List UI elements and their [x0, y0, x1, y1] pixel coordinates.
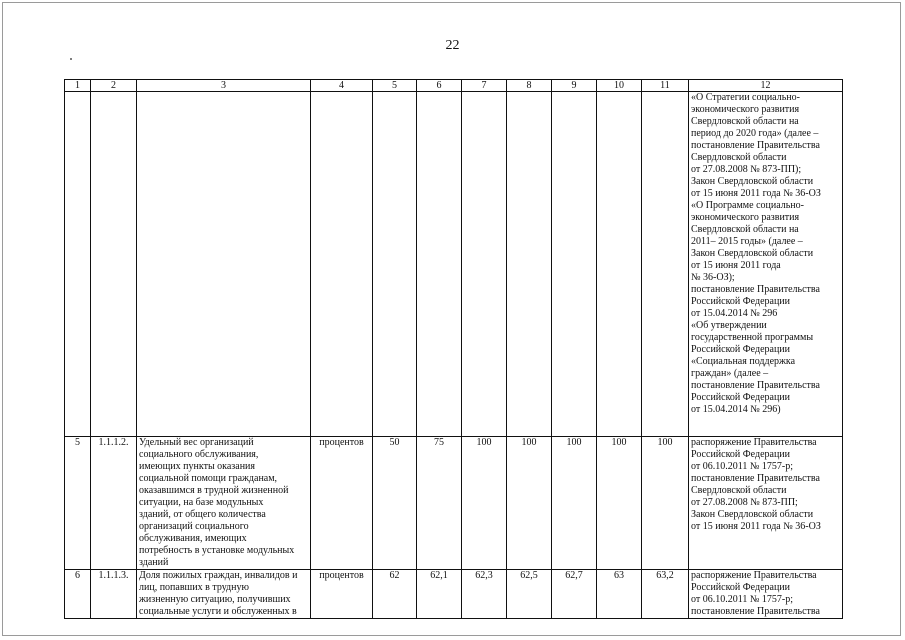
value-cell — [597, 92, 642, 437]
table-row — [65, 92, 843, 437]
value-cell: 100 — [597, 437, 642, 570]
header-cell: 1 — [65, 80, 91, 92]
value-cell: 100 — [552, 437, 597, 570]
basis-cell-line: Закон Свердловской области — [691, 248, 814, 259]
indicator-cell-line: имеющих пункты оказания — [139, 461, 255, 472]
unit-cell — [311, 92, 373, 437]
basis-cell-line: постановление Правительства — [691, 140, 820, 151]
basis-cell-line: от 15.04.2014 № 296) — [691, 404, 781, 415]
indicator-cell-line: ситуации, на базе модульных — [139, 497, 264, 508]
row-number-cell: 5 — [65, 437, 91, 570]
value-cell: 62,1 — [417, 570, 462, 619]
value-cell: 100 — [462, 437, 507, 570]
basis-cell-line: Российской Федерации — [691, 392, 791, 403]
value-cell — [507, 92, 552, 437]
indicator-cell-line: зданий — [139, 557, 169, 568]
row-code-cell — [91, 92, 137, 437]
value-cell — [642, 92, 689, 437]
basis-cell-line: «О Программе социально- — [691, 200, 804, 211]
scan-speck — [70, 58, 72, 60]
basis-cell-line: постановление Правительства — [691, 284, 820, 295]
basis-cell-line: Закон Свердловской области — [691, 176, 814, 187]
basis-cell-line: от 06.10.2011 № 1757-р; — [691, 594, 794, 605]
basis-cell-line: экономического развития — [691, 212, 800, 223]
header-cell: 11 — [642, 80, 689, 92]
basis-cell-line: период до 2020 года» (далее – — [691, 128, 819, 139]
indicator-cell-line: организаций социального — [139, 521, 249, 532]
indicator-cell-line: жизненную ситуацию, получивших — [139, 594, 291, 605]
header-row — [65, 80, 843, 92]
basis-cell-line: «Об утверждении — [691, 320, 767, 331]
value-cell — [373, 92, 417, 437]
basis-cell — [689, 570, 843, 619]
basis-cell-line: 2011– 2015 годы» (далее – — [691, 236, 803, 247]
header-cell: 6 — [417, 80, 462, 92]
header-cell: 12 — [689, 80, 843, 92]
indicator-cell-line: социальные услуги и обслуженных в — [139, 606, 297, 617]
indicator-cell-line: оказавшимся в трудной жизненной — [139, 485, 289, 496]
indicator-cell — [137, 437, 311, 570]
basis-cell-line: «О Стратегии социально- — [691, 92, 800, 103]
header-cell: 2 — [91, 80, 137, 92]
basis-cell-line: от 15 июня 2011 года № 36-ОЗ — [691, 188, 821, 199]
basis-cell-line: от 27.08.2008 № 873-ПП; — [691, 497, 798, 508]
basis-cell-line: Свердловской области на — [691, 116, 799, 127]
basis-cell-line: граждан» (далее – — [691, 368, 769, 379]
basis-cell-line: Российской Федерации — [691, 296, 791, 307]
basis-cell-line: от 27.08.2008 № 873-ПП); — [691, 164, 802, 175]
value-cell: 62,5 — [507, 570, 552, 619]
basis-cell-line: экономического развития — [691, 104, 800, 115]
value-cell — [552, 92, 597, 437]
row-code-cell: 1.1.1.3. — [91, 570, 137, 619]
unit-cell: процентов — [311, 437, 373, 570]
basis-cell-line: Российской Федерации — [691, 449, 791, 460]
basis-cell — [689, 92, 843, 437]
unit-cell: процентов — [311, 570, 373, 619]
value-cell — [462, 92, 507, 437]
header-cell: 8 — [507, 80, 552, 92]
indicators-table — [64, 79, 843, 619]
header-cell: 10 — [597, 80, 642, 92]
basis-cell-line: распоряжение Правительства — [691, 437, 817, 448]
header-cell: 9 — [552, 80, 597, 92]
basis-cell-line: «Социальная поддержка — [691, 356, 796, 367]
indicator-cell-line: обслуживания, имеющих — [139, 533, 247, 544]
value-cell: 62,7 — [552, 570, 597, 619]
value-cell: 62 — [373, 570, 417, 619]
basis-cell-line: государственной программы — [691, 332, 814, 343]
row-code-cell: 1.1.1.2. — [91, 437, 137, 570]
header-cell: 5 — [373, 80, 417, 92]
indicator-cell-line: Доля пожилых граждан, инвалидов и — [139, 570, 298, 581]
table-row — [65, 570, 843, 619]
indicator-cell-line: потребность в установке модульных — [139, 545, 295, 556]
value-cell: 100 — [642, 437, 689, 570]
table-row — [65, 437, 843, 570]
basis-cell-line: от 15 июня 2011 года — [691, 260, 781, 271]
basis-cell-line: Российской Федерации — [691, 344, 791, 355]
basis-cell-line: постановление Правительства — [691, 606, 820, 617]
basis-cell-line: постановление Правительства — [691, 473, 820, 484]
header-cell: 3 — [137, 80, 311, 92]
basis-cell-line: Российской Федерации — [691, 582, 791, 593]
basis-cell-line: Свердловской области — [691, 485, 787, 496]
basis-cell-line: № 36-ОЗ); — [691, 272, 735, 283]
basis-cell-line: постановление Правительства — [691, 380, 820, 391]
indicator-cell-line: Удельный вес организаций — [139, 437, 254, 448]
basis-cell — [689, 437, 843, 570]
value-cell: 63,2 — [642, 570, 689, 619]
header-cell: 7 — [462, 80, 507, 92]
row-number-cell: 6 — [65, 570, 91, 619]
page-number: 22 — [445, 38, 460, 53]
indicator-cell — [137, 92, 311, 437]
indicator-cell-line: социальной помощи гражданам, — [139, 473, 278, 484]
basis-cell-line: от 06.10.2011 № 1757-р; — [691, 461, 794, 472]
indicator-cell — [137, 570, 311, 619]
value-cell: 62,3 — [462, 570, 507, 619]
basis-cell-line: от 15.04.2014 № 296 — [691, 308, 778, 319]
basis-cell-line: распоряжение Правительства — [691, 570, 817, 581]
indicator-cell-line: социального обслуживания, — [139, 449, 259, 460]
basis-cell-line: Свердловской области — [691, 152, 787, 163]
basis-cell-line: Свердловской области на — [691, 224, 799, 235]
value-cell: 63 — [597, 570, 642, 619]
header-cell: 4 — [311, 80, 373, 92]
value-cell: 75 — [417, 437, 462, 570]
row-number-cell — [65, 92, 91, 437]
basis-cell-line: Закон Свердловской области — [691, 509, 814, 520]
basis-cell-line: от 15 июня 2011 года № 36-ОЗ — [691, 521, 821, 532]
value-cell: 50 — [373, 437, 417, 570]
indicator-cell-line: лиц, попавших в трудную — [139, 582, 249, 593]
indicator-cell-line: зданий, от общего количества — [139, 509, 266, 520]
value-cell: 100 — [507, 437, 552, 570]
value-cell — [417, 92, 462, 437]
